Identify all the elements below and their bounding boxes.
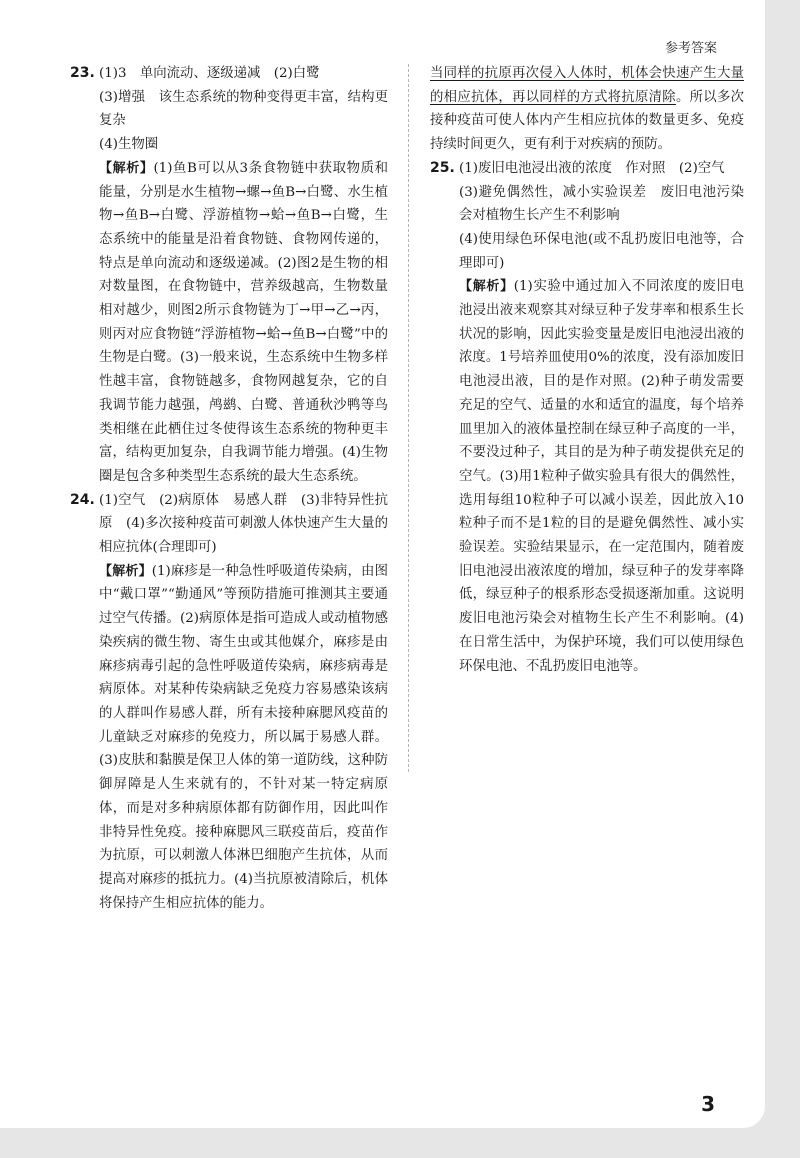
page-header: 参考答案	[664, 41, 717, 56]
left-column	[70, 62, 388, 915]
analysis-paragraph	[99, 157, 388, 489]
question-23	[70, 62, 388, 489]
question-number: 24.	[70, 491, 95, 508]
analysis-tag: 【解析】	[459, 279, 514, 295]
page-number: 3	[701, 1092, 715, 1116]
answer-line: (4)使用绿色环保电池(或不乱扔废旧电池等，合理即可)	[459, 231, 744, 271]
answer-line: (3)增强 该生态系统的物种变得更丰富，结构更复杂	[99, 89, 388, 129]
analysis-tag: 【解析】	[99, 160, 154, 176]
analysis-paragraph	[99, 560, 388, 916]
answer-line: (4)生物圈	[99, 137, 159, 153]
analysis-paragraph	[459, 275, 744, 678]
analysis-text: (1)麻疹是一种急性呼吸道传染病，由图中“戴口罩”“勤通风”等预防措施可推测其主要通过空气传播。(2)病原体是指可造成人或动植物感染疾病的微生物、寄生虫或其他媒介，麻疹是由麻疹病毒引起的急性呼吸道传染病，麻疹病毒是病原体。对某种传染病缺乏免疫力容易感染该病的人群叫作易感人群，所有未接种麻腮风疫苗的儿童缺乏对麻疹的免疫力，所以属于易感人群。(3)皮肤和黏膜是保卫人体的第一道防线，这种防御屏障是人生来就有的，不针对某一特定病原体，而是对多种病原体都有防御作用，因此叫作非特异性免疫。接种麻腮风三联疫苗后，疫苗作为抗原，可以刺激人体淋巴细胞产生抗体，从而提高对麻疹的抵抗力。(4)当抗原被清除后，机体将保持产生相应抗体的能力。	[99, 563, 388, 911]
answer-line: (1)空气 (2)病原体 易感人群 (3)非特异性抗原 (4)多次接种疫苗可刺激人体快速产生大量的相应抗体(合理即可)	[99, 492, 388, 556]
analysis-tag: 【解析】	[99, 563, 152, 579]
question-24-continued	[430, 62, 744, 157]
answer-line: (3)避免偶然性，减小实验误差 废旧电池污染会对植物生长产生不利影响	[459, 184, 744, 224]
question-25	[430, 157, 744, 678]
question-24	[70, 489, 388, 916]
analysis-underlined-text: 当同样的抗原再次侵入人体时，机体会快速产生大量的相应抗体，再以同样的方式将抗原清除	[430, 66, 744, 105]
analysis-text: 。所以多次接种疫苗可使人体内产生相应抗体的数量更多、免疫持续时间更久，更有利于对疾病的预防。	[430, 89, 744, 153]
column-divider	[408, 64, 409, 772]
analysis-text: (1)鱼B可以从3条食物链中获取物质和能量，分别是水生植物→螺→鱼B→白鹭、水生植物→鱼B→白鹭、浮游植物→蛤→鱼B→白鹭，生态系统中的能量是沿着食物链、食物网传递的，特点是单向流动和逐级递减。(2)图2是生物的相对数量图，在食物链中，营养级越高，生物数量相对越少，则图2所示食物链为丁→甲→乙→丙，则丙对应食物链“浮游植物→蛤→鱼B→白鹭”中的生物是白鹭。(3)一般来说，生态系统中生物多样性越丰富，食物链越多，食物网越复杂，它的自我调节能力越强，鸬鹚、白鹭、普通秋沙鸭等鸟类相继在此栖住过冬使得该生态系统的物种更丰富，结构更加复杂，自我调节能力增强。(4)生物圈是包含多种类型生态系统的最大生态系统。	[99, 160, 388, 484]
answer-line: (1)废旧电池浸出液的浓度 作对照 (2)空气	[459, 160, 725, 176]
question-number: 25.	[430, 159, 455, 176]
answer-line: (1)3 单向流动、逐级递减 (2)白鹭	[99, 66, 320, 81]
question-number: 23.	[70, 65, 95, 81]
right-column	[430, 62, 744, 678]
analysis-text: (1)实验中通过加入不同浓度的废旧电池浸出液来观察其对绿豆种子发芽率和根系生长状况的影响，因此实验变量是废旧电池浸出液的浓度。1号培养皿使用0%的浓度，没有添加废旧电池浸出液，目的是作对照。(2)种子萌发需要充足的空气、适量的水和适宜的温度，每个培养皿里加入的液体量控制在绿豆种子高度的一半，不要没过种子，其目的是为种子萌发提供充足的空气。(3)用1粒种子做实验具有很大的偶然性，选用每组10粒种子可以减小误差，因此放入10粒种子而不是1粒的目的是避免偶然性、减小实验误差。实验结果显示，在一定范围内，随着废旧电池浸出液浓度的增加，绿豆种子的发芽率降低，绿豆种子的根系形态受损逐渐加重。这说明废旧电池污染会对植物生长产生不利影响。(4)在日常生活中，为保护环境，我们可以使用绿色环保电池、不乱扔废旧电池等。	[459, 279, 744, 674]
